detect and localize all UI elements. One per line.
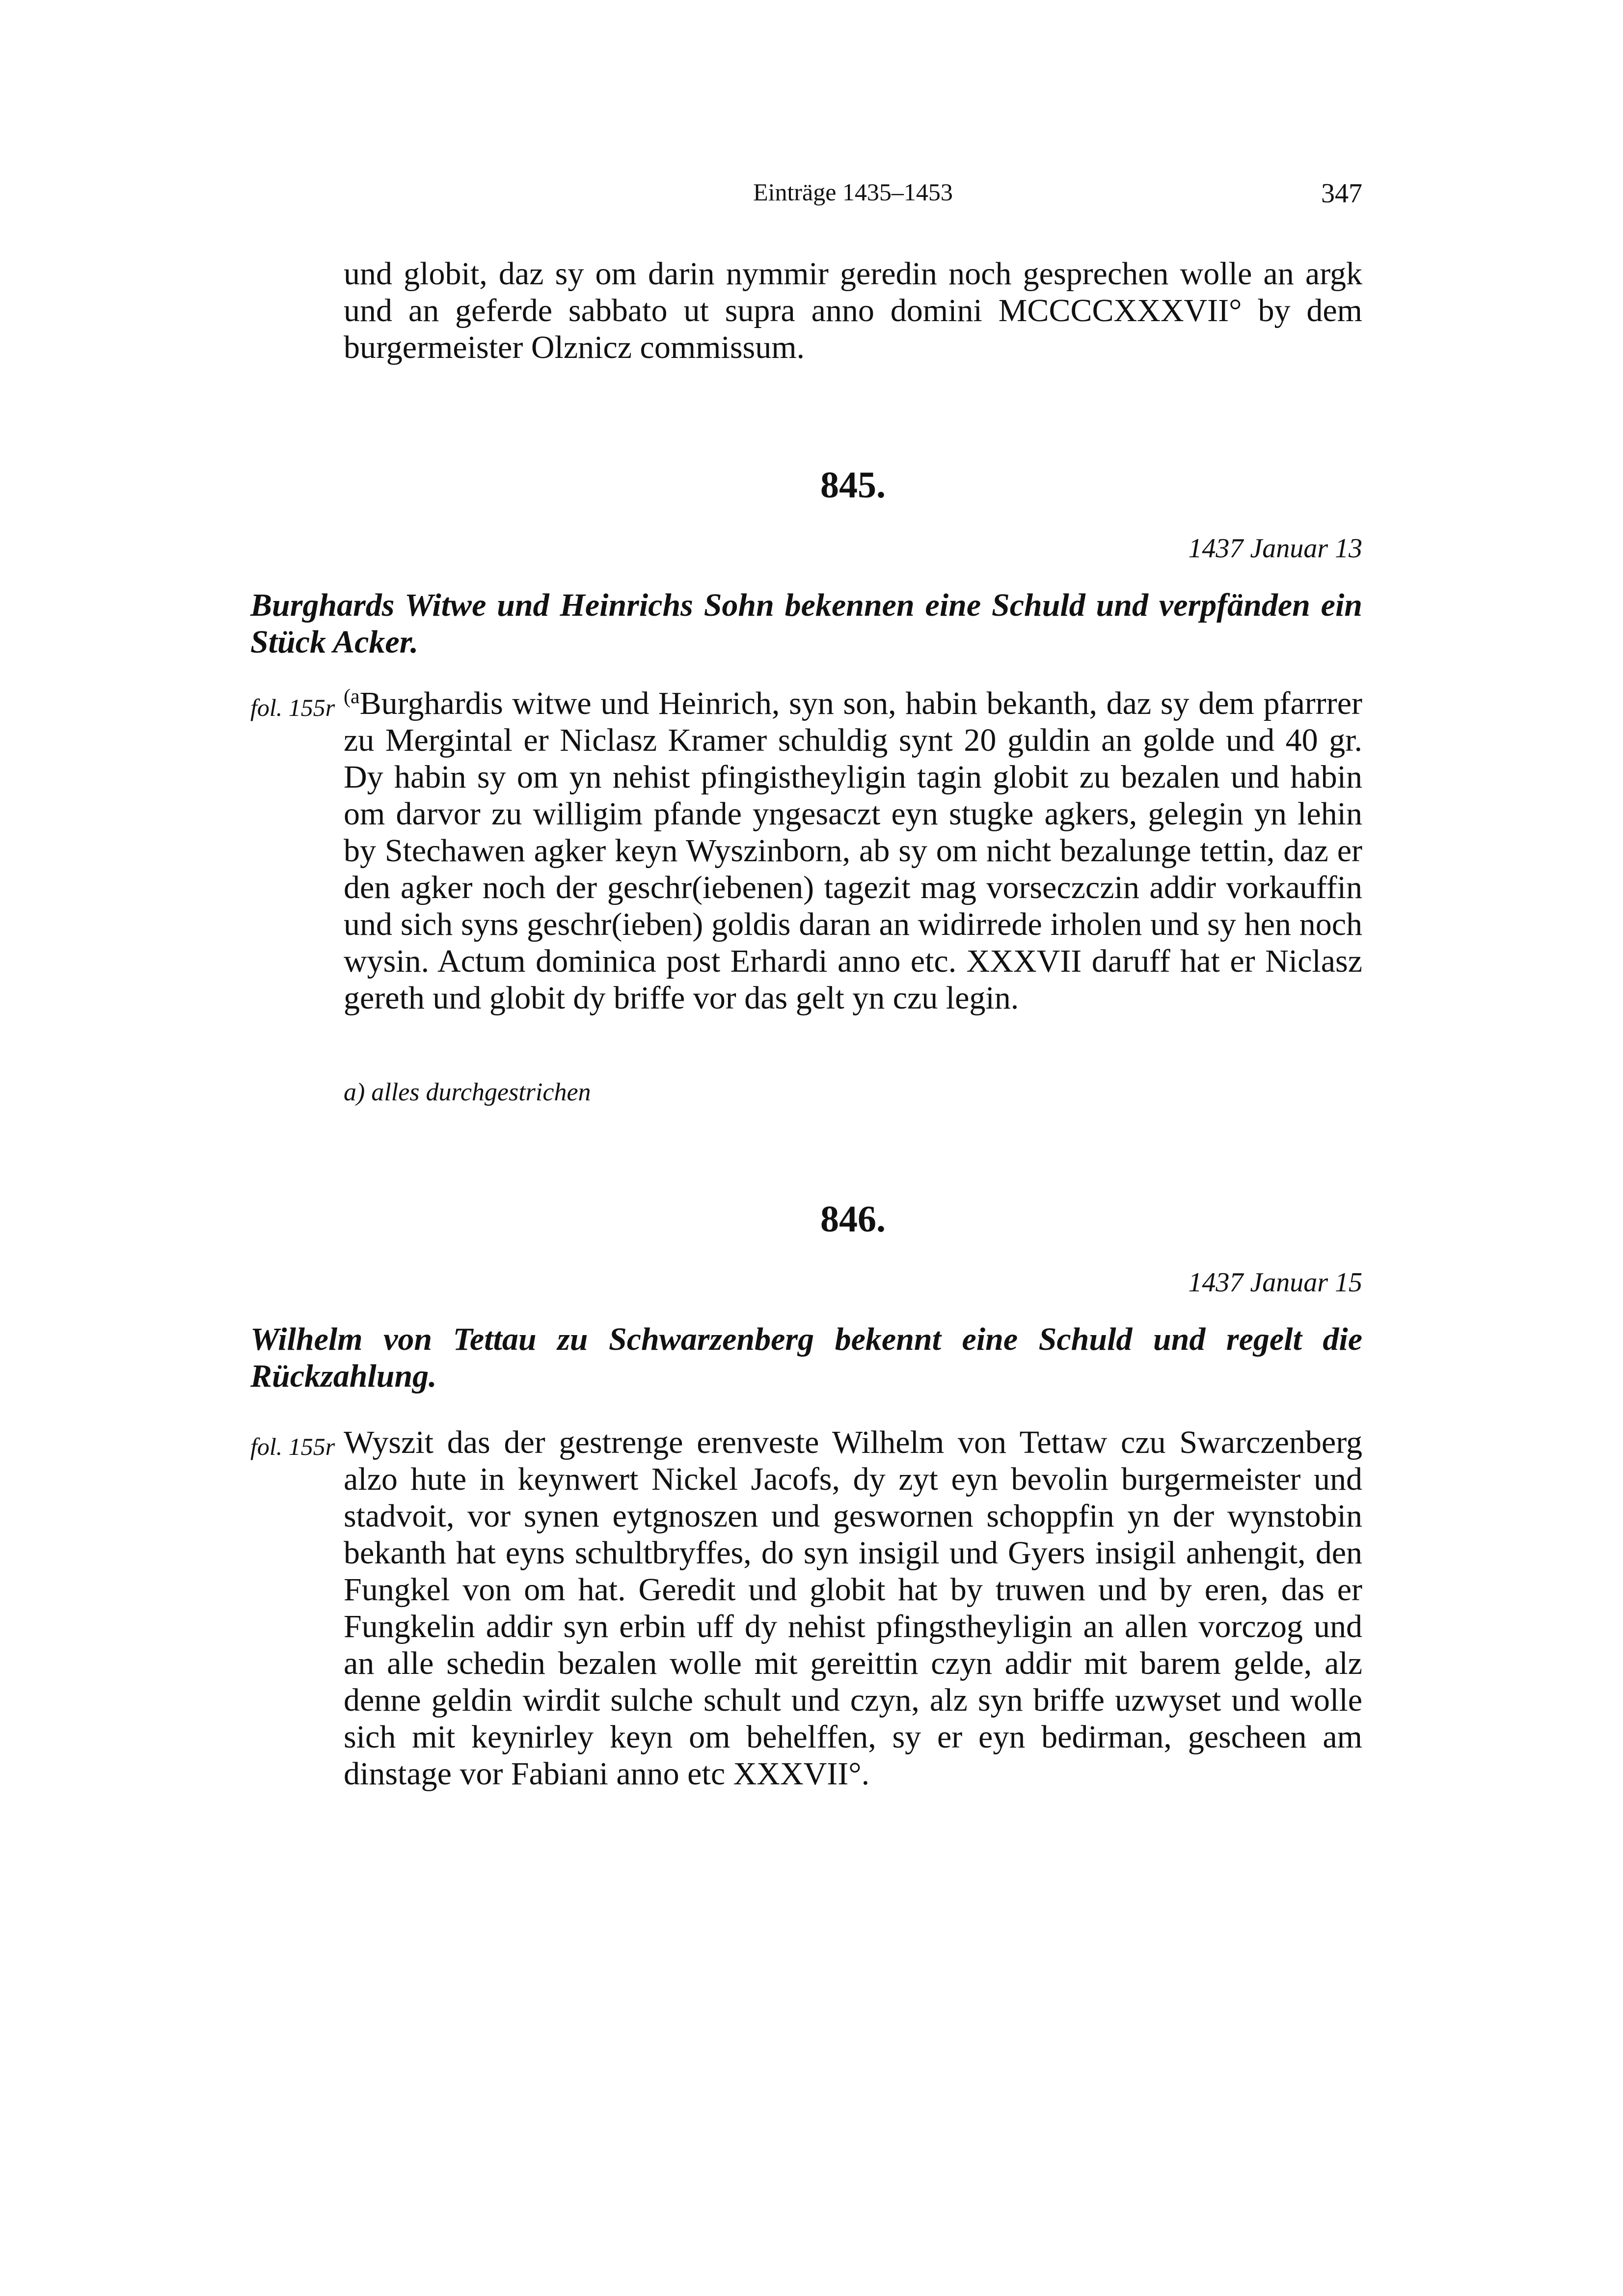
folio-reference-845: fol. 155r: [250, 694, 335, 721]
continuation-paragraph: und globit, daz sy om darin nymmir geredin noch gesprechen wolle an argk und an geferde sabbato ut supra anno domini MCCCCXXXVII° by dem burgermeister Olznicz commissum.: [344, 256, 1362, 365]
entry-number-845: 845.: [820, 465, 886, 506]
entry-date-846: 1437 Januar 15: [1188, 1267, 1362, 1298]
entry-date-845: 1437 Januar 13: [1188, 533, 1362, 564]
regest-846: Wilhelm von Tettau zu Schwarzenberg bekennt eine Schuld und regelt die Rückzahlung.: [250, 1321, 1362, 1394]
entry-text-846: Wyszit das der gestrenge erenveste Wilhelm von Tettaw czu Swarczenberg alzo hute in keynwert Nickel Jacofs, dy zyt eyn bevolin burgermeister und stadvoit, vor synen eytgnoszen und geswornen schoppfin yn der wynstobin bekanth hat eyns schultbryffes, do syn insigil und Gyers insigil anhengit, den Fungkel von om hat. Geredit und globit hat by truwen und by eren, das er Fungkelin addir syn erbin uff dy nehist pfingstheyligin an allen vorczog und an alle schedin bezalen wolle mit gereittin czyn addir mit barem gelde, alz denne geldin wirdit sulche schult und czyn, alz syn briffe uzwyset und wolle sich mit keynirley keyn om behelffen, sy er eyn bedirman, gescheen am dinstage vor Fabiani anno etc XXXVII°.: [344, 1424, 1362, 1792]
running-head: [344, 178, 1362, 212]
entry-text-845-body: Burghardis witwe und Heinrich, syn son, habin bekanth, daz sy dem pfarrrer zu Mergintal er Niclasz Kramer schuldig synt 20 guldin an golde und 40 gr. Dy habin sy om yn nehist pfingistheyligin tagin globit zu bezalen und habin om darvor zu willigim pfande yngesaczt eyn stugke agkers, gelegin yn lehin by Stechawen agker keyn Wyszinborn, ab sy om nicht bezalunge tettin, daz er den agker noch der geschr(iebenen) tagezit mag vorseczczin addir vorkauffin und sich syns geschr(ieben) goldis daran an widirrede irholen und sy hen noch wysin. Actum dominica post Erhardi anno etc. XXXVII daruff hat er Niclasz gereth und globit dy briffe vor das gelt yn czu legin.: [344, 685, 1362, 1016]
page-number: 347: [1321, 178, 1362, 209]
note-marker-a: (a: [344, 685, 360, 708]
entry-number-846: 846.: [820, 1199, 886, 1240]
folio-reference-846: fol. 155r: [250, 1433, 335, 1460]
regest-845: Burghards Witwe und Heinrichs Sohn bekennen eine Schuld und verpfänden ein Stück Acker.: [250, 587, 1362, 660]
running-title: Einträge 1435–1453: [753, 178, 953, 206]
footnote-a: a) alles durchgestrichen: [344, 1078, 591, 1106]
entry-text-845: [344, 685, 1362, 1016]
